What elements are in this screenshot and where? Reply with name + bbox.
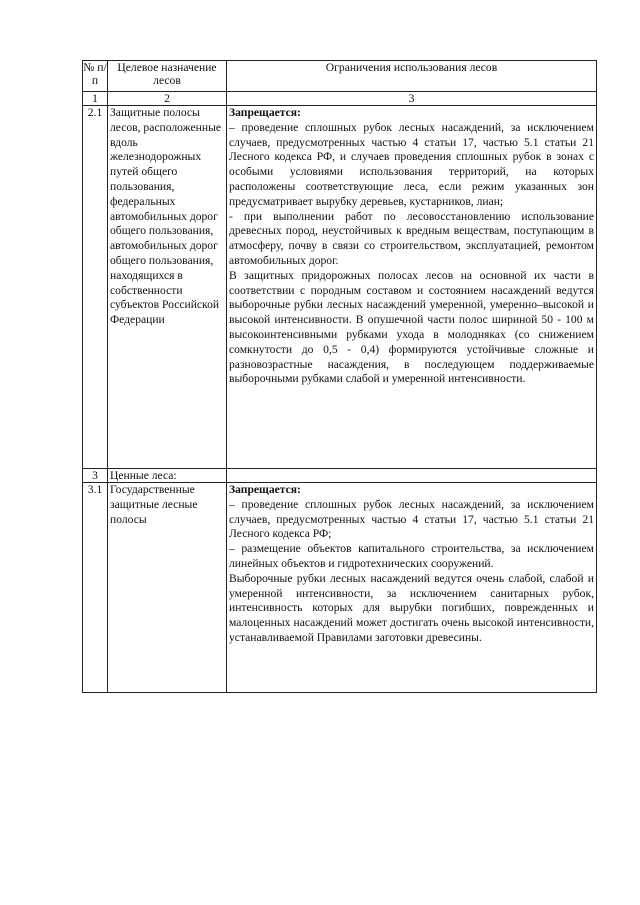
column-number: 1 <box>83 92 108 106</box>
restriction-item: – проведение сплошных рубок лесных насаждений, за исключением случаев, предусмотренных частью 4 статьи 17, частью 5.1 статьи 21 Лесного кодекса РФ, и случаев проведения сплошных рубок в зонах с особыми условиями использования территорий, на которых расположены соответствующие леса, если режим указанных зон предусматривает вырубку деревьев, кустарников, лиан; <box>229 120 594 208</box>
restriction-item: – проведение сплошных рубок лесных насаждений, за исключением случаев, предусмотренных частью 4 статьи 17, частью 5.1 статьи 21 Лесного кодекса РФ; <box>229 497 594 541</box>
table-row <box>83 469 597 483</box>
row-restrictions <box>227 469 597 483</box>
restriction-item: – размещение объектов капитального строительства, за исключением линейных объектов и гидротехнических сооружений. <box>229 542 594 570</box>
header-number: № п/п <box>83 61 108 92</box>
row-restrictions <box>227 106 597 469</box>
row-purpose: Защитные полосы лесов, расположенные вдоль железнодорожных путей общего пользования, федеральных автомобильных дорог общего пользования, автомобильных дорог общего пользования, находящихся в собственности субъектов Российской Федерации <box>108 106 227 469</box>
header-purpose: Целевое назначение лесов <box>108 61 227 92</box>
row-number: 3.1 <box>83 483 108 693</box>
restriction-paragraph: В защитных придорожных полосах лесов на основной их части в соответствии с породным составом и состоянием насаждений ведутся выборочные рубки лесных насаждений умеренной, умеренно–высокой и высокой интенсивности. В опушечной части полос шириной 50 - 100 м высокоинтенсивными рубками ухода в молодняках (со снижением сомкнутости до 0,5 - 0,4) формируются устойчивые сложные и разновозрастные насаждения, в последующем поддерживаемые выборочными рубками слабой и умеренной интенсивности. <box>229 268 594 386</box>
table-row <box>83 483 597 693</box>
prohibited-heading: Запрещается: <box>229 106 301 119</box>
prohibited-heading: Запрещается: <box>229 483 301 496</box>
row-restrictions <box>227 483 597 693</box>
row-number: 2.1 <box>83 106 108 469</box>
forest-restrictions-table <box>82 60 597 693</box>
column-number: 2 <box>108 92 227 106</box>
column-number-row <box>83 92 597 106</box>
row-number: 3 <box>83 469 108 483</box>
restriction-item: - при выполнении работ по лесовосстановлению использование древесных пород, неустойчивых к вредным веществам, поступающим в атмосферу, почву в связи со строительством, эксплуатацией, ремонтом автомобильных дорог. <box>229 209 594 267</box>
header-restrictions: Ограничения использования лесов <box>227 61 597 92</box>
row-purpose: Государственные защитные лесные полосы <box>108 483 227 693</box>
table-row <box>83 106 597 469</box>
restriction-paragraph: Выборочные рубки лесных насаждений ведутся очень слабой, слабой и умеренной интенсивности, за исключением санитарных рубок, интенсивность которых для вырубки погибших, поврежденных и малоценных насаждений может достигать очень высокой интенсивности, устанавливаемой Правилами заготовки древесины. <box>229 571 594 644</box>
column-number: 3 <box>227 92 597 106</box>
row-purpose: Ценные леса: <box>108 469 227 483</box>
table-header-row <box>83 61 597 92</box>
